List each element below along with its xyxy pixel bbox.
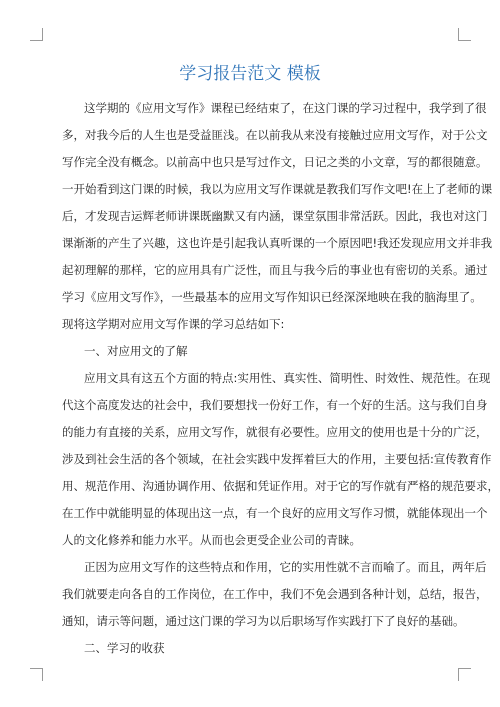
- body-text-line: 正因为应用文写作的这些特点和作用，它的实用性就不言而喻了。而且，两年后: [84, 560, 487, 574]
- body-text-line: 这学期的《应用文写作》课程已经结束了，在这门课的学习过程中，我学到了很: [84, 101, 487, 115]
- body-text-line: 用、规范作用、沟通协调作用、依据和凭证作用。对于它的写作就有严格的规范要求，: [62, 479, 499, 493]
- body-text-line: 学习《应用文写作》，一些最基本的应用文写作知识已经深深地映在我的脑海里了。: [62, 290, 482, 304]
- body-text-line: 应用文具有这五个方面的特点:实用性、真实性、简明性、时效性、规范性。在现: [84, 371, 491, 385]
- body-text-line: 一开始看到这门课的时候，我以为应用文写作课就是教我们写作文吧!在上了老师的课: [62, 182, 493, 196]
- body-text-line: 我们就要走向各自的工作岗位，在工作中，我们不免会遇到各种计划，总结，报告，: [62, 587, 488, 601]
- body-text-line: 代这个高度发达的社会中，我们要想找一份好工作，有一个好的生活。这与我们自身: [62, 398, 488, 412]
- section-heading: 一、对应用文的了解: [84, 344, 188, 358]
- body-text-line: 多，对我今后的人生也是受益匪浅。在以前我从来没有接触过应用文写作，对于公文: [62, 128, 488, 142]
- body-text-line: 通知，请示等问题，通过这门课的学习为以后职场写作实践打下了良好的基础。: [62, 614, 465, 628]
- section-heading: 二、学习的收获: [84, 641, 165, 655]
- page-corner-mark-bottom-left: [30, 668, 43, 681]
- page-corner-mark-top-right: [458, 28, 471, 41]
- body-text-line: 的能力有直接的关系，应用文写作，就很有必要性。应用文的使用也是十分的广泛，: [62, 425, 488, 439]
- body-text-line: 起初理解的那样，它的应用具有广泛性，而且与我今后的事业也有密切的关系。通过: [62, 263, 488, 277]
- body-text-line: 涉及到社会生活的各个领域，在社会实践中发挥着巨大的作用，主要包括:宣传教育作: [62, 452, 492, 466]
- body-text-line: 课渐渐的产生了兴趣，这也许是引起我认真听课的一个原因吧!我还发现应用文并非我: [62, 236, 493, 250]
- body-text-line: 现将这学期对应用文写作课的学习总结如下:: [62, 317, 285, 331]
- page-corner-mark-bottom-right: [458, 668, 471, 681]
- body-text-line: 后，才发现吉运辉老师讲课既幽默又有内涵，课堂氛围非常活跃。因此，我也对这门: [62, 209, 488, 223]
- body-text-line: 在工作中就能明显的体现出这一点，有一个良好的应用文写作习惯，就能体现出一个: [62, 506, 488, 520]
- page-corner-mark-top-left: [30, 28, 43, 41]
- body-text-line: 人的文化修养和能力水平。从而也会更受企业公司的青睐。: [62, 533, 361, 547]
- body-text-line: 写作完全没有概念。以前高中也只是写过作文，日记之类的小文章，写的都很随意。: [62, 155, 488, 169]
- document-title: 学习报告范文 模板: [179, 64, 321, 84]
